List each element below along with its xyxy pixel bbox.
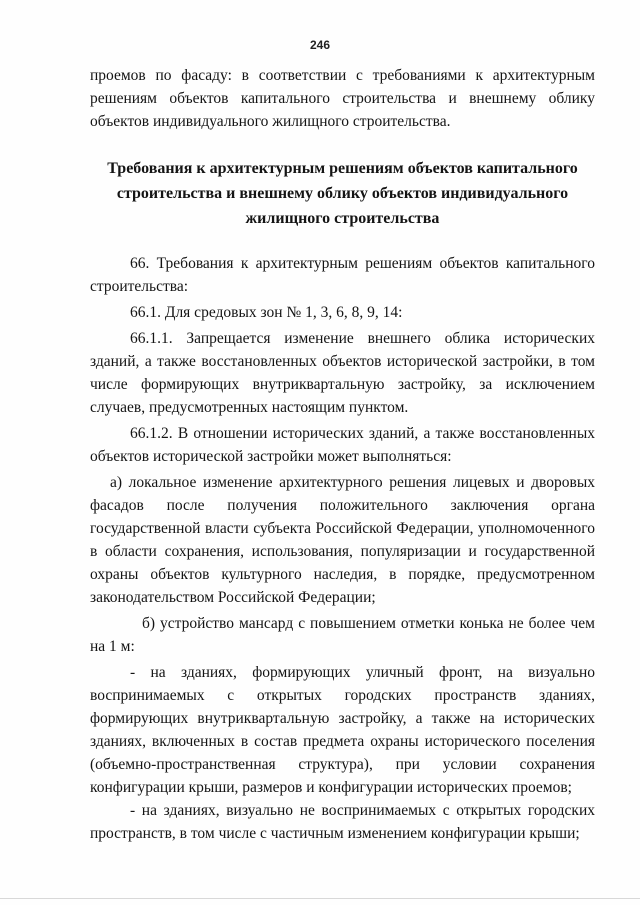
page-number: 246: [309, 38, 331, 52]
intro-paragraph: проемов по фасаду: в соответствии с требованиями к архитектурным решениям объектов капитального строительства и внешнему облику объектов индивидуального жилищного строительства.: [90, 67, 595, 130]
document-body: [90, 64, 595, 845]
paragraph-66: 66. Требования к архитектурным решениям объектов капитального строительства:: [90, 255, 595, 295]
section-heading: Требования к архитектурным решениям объектов капитального строительства и внешнему облику объектов индивидуального жилищного строительства: [107, 160, 578, 227]
dash-item-2: - на зданиях, визуально не воспринимаемых с открытых городских пространств, в том числе с частичным изменением конфигурации крыши;: [90, 802, 595, 842]
dash-item-1: - на зданиях, формирующих уличный фронт, на визуально воспринимаемых с открытых городских пространств зданиях, формирующих внутриквартальную застройку, а также на исторических зданиях, включенных в состав предмета охраны исторического поселения (объемно-пространственная структура), при условии сохранения конфигурации крыши, размеров и конфигурации исторических проемов;: [90, 664, 595, 796]
paragraph-66-1-2: 66.1.2. В отношении исторических зданий, а также восстановленных объектов исторической застройки может выполняться:: [90, 425, 595, 465]
list-item-a: а) локальное изменение архитектурного решения лицевых и дворовых фасадов после получения положительного заключения органа государственной власти субъекта Российской Федерации, уполномоченного в области сохранения, использования, популяризации и государственной охраны объектов культурного наследия, в порядке, предусмотренном законодательством Российской Федерации;: [90, 474, 595, 606]
bottom-divider: [0, 898, 640, 899]
paragraph-66-1: 66.1. Для средовых зон № 1, 3, 6, 8, 9, 14:: [130, 304, 403, 321]
list-item-b: б) устройство мансард с повышением отметки конька не более чем на 1 м:: [90, 615, 595, 655]
paragraph-66-1-1: 66.1.1. Запрещается изменение внешнего облика исторических зданий, а также восстановленных объектов исторической застройки, в том числе формирующих внутриквартальную застройку, за исключением случаев, предусмотренных настоящим пунктом.: [90, 330, 595, 416]
